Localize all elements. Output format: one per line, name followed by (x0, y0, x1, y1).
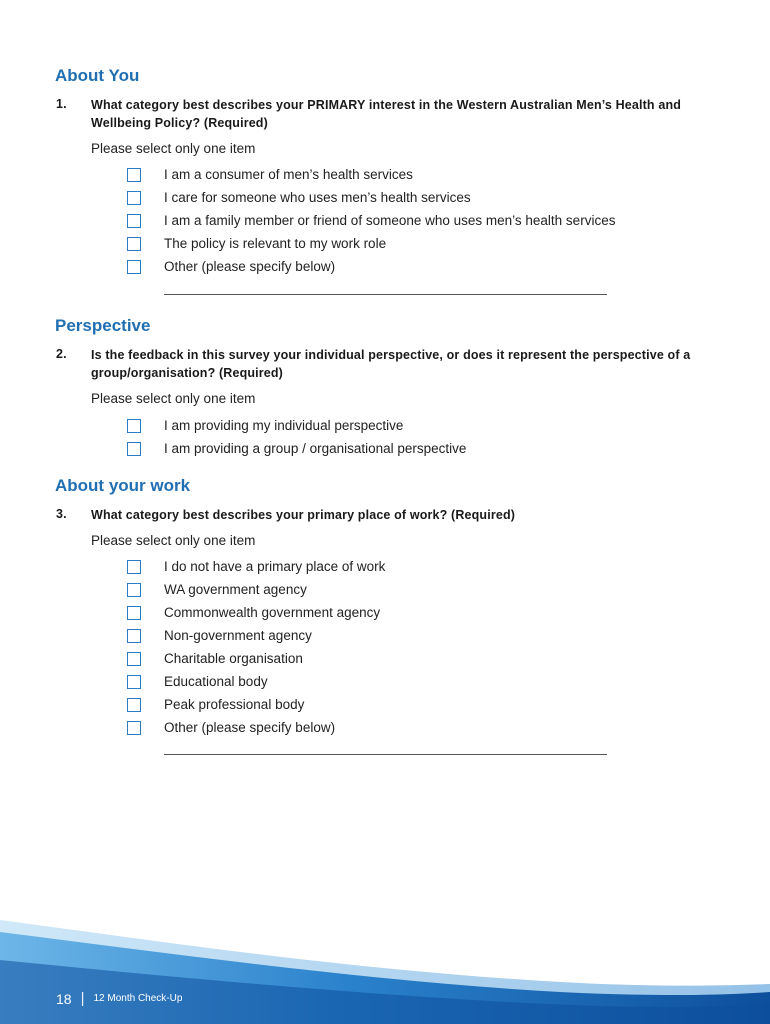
option-item[interactable] (127, 647, 385, 670)
option-label: Other (please specify below) (164, 259, 336, 274)
option-label: I am a family member or friend of someone who uses men’s health services (164, 213, 616, 228)
section-title-about-you: About You (55, 66, 140, 85)
checkbox[interactable] (127, 237, 141, 251)
option-item[interactable] (127, 624, 385, 647)
checkbox[interactable] (127, 168, 141, 182)
option-list (127, 414, 466, 460)
option-list (127, 163, 615, 278)
checkbox[interactable] (127, 698, 141, 712)
option-label: WA government agency (164, 582, 307, 597)
option-item[interactable] (127, 693, 385, 716)
checkbox[interactable] (127, 442, 141, 456)
checkbox[interactable] (127, 606, 141, 620)
checkbox[interactable] (127, 652, 141, 666)
option-item[interactable] (127, 670, 385, 693)
footer-separator: | (80, 990, 85, 1007)
checkbox[interactable] (127, 629, 141, 643)
section-title-about-your-work: About your work (55, 476, 191, 495)
instruction-text: Please select only one item (91, 141, 256, 156)
option-item[interactable] (127, 232, 615, 255)
instruction-text: Please select only one item (91, 391, 256, 406)
checkbox[interactable] (127, 583, 141, 597)
option-item[interactable] (127, 601, 385, 624)
option-item[interactable] (127, 555, 385, 578)
option-label: Non-government agency (164, 628, 312, 643)
question-text: Is the feedback in this survey your individual perspective, or does it represent the perspective of a group/organisation? (Required) (91, 348, 691, 380)
option-item[interactable] (127, 437, 466, 460)
option-label: I am a consumer of men’s health services (164, 167, 413, 182)
page-number: 18 (56, 990, 72, 1007)
checkbox[interactable] (127, 675, 141, 689)
option-label: Educational body (164, 674, 268, 689)
option-item[interactable] (127, 716, 385, 739)
option-item[interactable] (127, 209, 615, 232)
question-text: What category best describes your PRIMARY interest in the Western Australian Men’s Health and Wellbeing Policy? (Required) (91, 98, 682, 130)
option-list (127, 555, 385, 739)
checkbox[interactable] (127, 560, 141, 574)
option-label: I do not have a primary place of work (164, 559, 386, 574)
section-title-perspective: Perspective (55, 316, 151, 335)
question-number: 1. (56, 97, 67, 111)
option-label: I am providing a group / organisational perspective (164, 441, 467, 456)
document-name: 12 Month Check-Up (93, 993, 183, 1004)
option-item[interactable] (127, 163, 615, 186)
question-number: 3. (56, 507, 67, 521)
page-footer (56, 990, 182, 1007)
option-label: Commonwealth government agency (164, 605, 381, 620)
option-item[interactable] (127, 578, 385, 601)
instruction-text: Please select only one item (91, 533, 256, 548)
option-label: I am providing my individual perspective (164, 418, 404, 433)
specify-text-line[interactable] (164, 294, 607, 295)
checkbox[interactable] (127, 191, 141, 205)
checkbox[interactable] (127, 260, 141, 274)
option-label: Other (please specify below) (164, 720, 336, 735)
option-item[interactable] (127, 255, 615, 278)
checkbox[interactable] (127, 214, 141, 228)
option-label: The policy is relevant to my work role (164, 236, 387, 251)
question-number: 2. (56, 347, 67, 361)
question-text: What category best describes your primary place of work? (Required) (91, 508, 516, 522)
checkbox[interactable] (127, 419, 141, 433)
checkbox[interactable] (127, 721, 141, 735)
option-label: Peak professional body (164, 697, 305, 712)
specify-text-line[interactable] (164, 754, 607, 755)
option-label: I care for someone who uses men’s health services (164, 190, 471, 205)
option-label: Charitable organisation (164, 651, 303, 666)
option-item[interactable] (127, 414, 466, 437)
option-item[interactable] (127, 186, 615, 209)
